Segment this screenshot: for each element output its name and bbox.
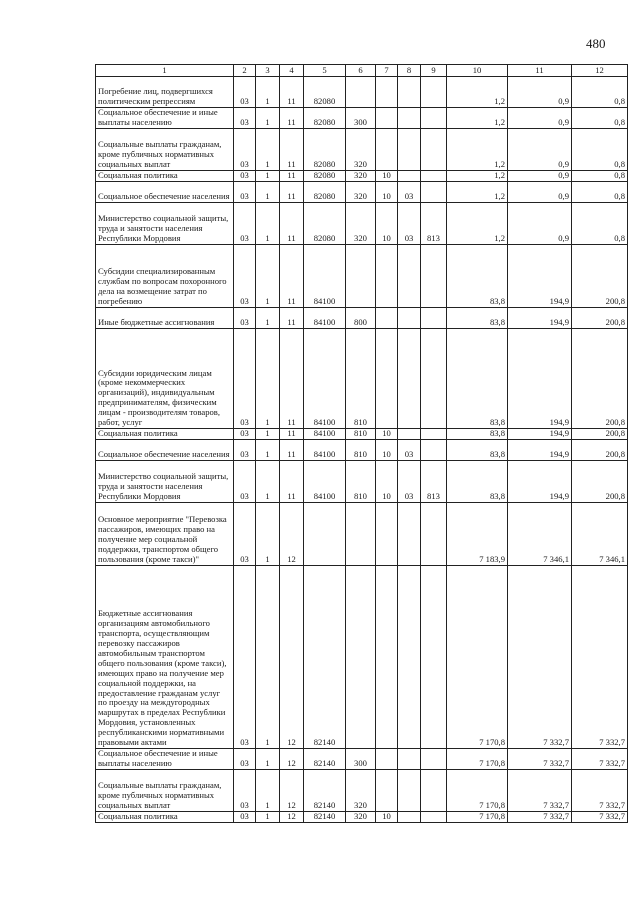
cell-code-8: 03 [398, 182, 421, 203]
cell-code-6 [346, 245, 376, 308]
cell-name: Погребение лиц, подвергшихся политическим репрессиям [96, 77, 234, 108]
cell-code-6: 810 [346, 429, 376, 440]
cell-code-4: 11 [280, 203, 304, 245]
page-number: 480 [586, 36, 606, 51]
cell-amount-2017: 0,9 [508, 203, 572, 245]
cell-code-7: 10 [376, 812, 398, 823]
cell-code-8 [398, 245, 421, 308]
cell-code-9 [421, 77, 447, 108]
cell-code-6 [346, 503, 376, 566]
cell-name: Социальное обеспечение населения [96, 182, 234, 203]
cell-name: Субсидии юридическим лицам (кроме некоммерческих организаций), индивидуальным предпринимателям, физическим лицам - производителям товаров, работ, услуг [96, 329, 234, 429]
cell-code-6: 320 [346, 770, 376, 812]
cell-code-9 [421, 440, 447, 461]
cell-code-4: 11 [280, 108, 304, 129]
cell-code-7 [376, 770, 398, 812]
cell-code-8 [398, 329, 421, 429]
table-row [96, 77, 628, 108]
cell-code-4: 11 [280, 77, 304, 108]
cell-code-9 [421, 329, 447, 429]
cell-name: Социальная политика [96, 171, 234, 182]
cell-name: Социальные выплаты гражданам, кроме публичных нормативных социальных выплат [96, 770, 234, 812]
column-header: 11 [508, 65, 572, 77]
table-row [96, 329, 628, 429]
cell-code-3: 1 [256, 461, 280, 503]
cell-code-4: 12 [280, 566, 304, 749]
cell-code-8 [398, 770, 421, 812]
cell-code-8 [398, 812, 421, 823]
cell-code-3: 1 [256, 812, 280, 823]
cell-code-5: 84100 [304, 440, 346, 461]
cell-code-9 [421, 245, 447, 308]
cell-code-4: 11 [280, 329, 304, 429]
cell-amount-2016: 83,8 [447, 440, 508, 461]
cell-code-2: 03 [234, 171, 256, 182]
cell-code-7 [376, 77, 398, 108]
cell-code-3: 1 [256, 503, 280, 566]
cell-code-2: 03 [234, 503, 256, 566]
cell-code-3: 1 [256, 245, 280, 308]
header-row [96, 65, 628, 77]
cell-code-7 [376, 566, 398, 749]
cell-code-7: 10 [376, 461, 398, 503]
cell-code-8: 03 [398, 203, 421, 245]
cell-code-9 [421, 812, 447, 823]
column-header: 4 [280, 65, 304, 77]
cell-code-7 [376, 129, 398, 171]
cell-code-5: 84100 [304, 461, 346, 503]
cell-amount-2016: 7 183,9 [447, 503, 508, 566]
cell-code-2: 03 [234, 129, 256, 171]
cell-code-2: 03 [234, 440, 256, 461]
table-row [96, 245, 628, 308]
cell-code-8 [398, 171, 421, 182]
cell-amount-2017: 7 346,1 [508, 503, 572, 566]
cell-amount-2016: 83,8 [447, 429, 508, 440]
cell-code-2: 03 [234, 812, 256, 823]
cell-amount-2018: 200,8 [572, 461, 628, 503]
cell-amount-2017: 194,9 [508, 329, 572, 429]
cell-name: Социальное обеспечение и иные выплаты населению [96, 749, 234, 770]
cell-code-4: 12 [280, 749, 304, 770]
cell-amount-2017: 0,9 [508, 108, 572, 129]
cell-code-2: 03 [234, 77, 256, 108]
cell-code-3: 1 [256, 429, 280, 440]
cell-amount-2018: 0,8 [572, 171, 628, 182]
cell-code-8 [398, 308, 421, 329]
cell-code-5: 82140 [304, 770, 346, 812]
cell-code-5: 84100 [304, 245, 346, 308]
cell-code-5 [304, 503, 346, 566]
cell-code-5: 84100 [304, 329, 346, 429]
cell-amount-2018: 0,8 [572, 129, 628, 171]
table-row [96, 171, 628, 182]
cell-amount-2018: 7 332,7 [572, 812, 628, 823]
cell-code-7 [376, 108, 398, 129]
cell-code-7: 10 [376, 171, 398, 182]
cell-code-6: 320 [346, 812, 376, 823]
cell-code-3: 1 [256, 203, 280, 245]
cell-code-9 [421, 129, 447, 171]
cell-code-3: 1 [256, 77, 280, 108]
cell-amount-2017: 0,9 [508, 171, 572, 182]
cell-code-8 [398, 566, 421, 749]
budget-table [95, 64, 628, 823]
cell-code-6: 810 [346, 440, 376, 461]
cell-code-9: 813 [421, 203, 447, 245]
cell-amount-2018: 200,8 [572, 429, 628, 440]
cell-code-2: 03 [234, 108, 256, 129]
table-row [96, 770, 628, 812]
cell-name: Министерство социальной защиты, труда и занятости населения Республики Мордовия [96, 203, 234, 245]
cell-amount-2017: 194,9 [508, 461, 572, 503]
column-header: 9 [421, 65, 447, 77]
column-header: 2 [234, 65, 256, 77]
cell-code-3: 1 [256, 329, 280, 429]
cell-name: Социальные выплаты гражданам, кроме публичных нормативных социальных выплат [96, 129, 234, 171]
cell-amount-2018: 200,8 [572, 440, 628, 461]
cell-amount-2017: 7 332,7 [508, 749, 572, 770]
cell-code-5: 84100 [304, 429, 346, 440]
cell-code-2: 03 [234, 203, 256, 245]
cell-code-5: 82080 [304, 77, 346, 108]
cell-code-2: 03 [234, 329, 256, 429]
cell-amount-2016: 7 170,8 [447, 566, 508, 749]
cell-amount-2016: 7 170,8 [447, 749, 508, 770]
cell-amount-2016: 1,2 [447, 108, 508, 129]
cell-code-9 [421, 182, 447, 203]
cell-code-4: 11 [280, 129, 304, 171]
cell-amount-2016: 7 170,8 [447, 770, 508, 812]
table-row [96, 129, 628, 171]
cell-code-4: 12 [280, 812, 304, 823]
cell-code-4: 11 [280, 182, 304, 203]
cell-code-8 [398, 749, 421, 770]
cell-code-3: 1 [256, 566, 280, 749]
cell-code-4: 11 [280, 308, 304, 329]
cell-code-7 [376, 245, 398, 308]
cell-code-6: 300 [346, 749, 376, 770]
cell-code-3: 1 [256, 749, 280, 770]
cell-code-9 [421, 503, 447, 566]
cell-code-7 [376, 749, 398, 770]
cell-amount-2018: 200,8 [572, 245, 628, 308]
cell-code-7: 10 [376, 440, 398, 461]
cell-code-4: 11 [280, 440, 304, 461]
cell-amount-2016: 7 170,8 [447, 812, 508, 823]
cell-amount-2018: 200,8 [572, 308, 628, 329]
cell-code-7 [376, 308, 398, 329]
cell-amount-2017: 7 332,7 [508, 566, 572, 749]
cell-code-8 [398, 108, 421, 129]
column-header: 1 [96, 65, 234, 77]
column-header: 7 [376, 65, 398, 77]
cell-code-2: 03 [234, 245, 256, 308]
cell-code-3: 1 [256, 770, 280, 812]
table-row [96, 566, 628, 749]
cell-code-9 [421, 308, 447, 329]
cell-code-9 [421, 566, 447, 749]
cell-code-2: 03 [234, 308, 256, 329]
cell-code-7: 10 [376, 429, 398, 440]
cell-code-6: 810 [346, 329, 376, 429]
cell-amount-2018: 0,8 [572, 108, 628, 129]
cell-name: Социальное обеспечение и иные выплаты населению [96, 108, 234, 129]
cell-code-9 [421, 108, 447, 129]
cell-code-5: 82080 [304, 108, 346, 129]
table-row [96, 429, 628, 440]
cell-code-7 [376, 503, 398, 566]
cell-amount-2016: 83,8 [447, 245, 508, 308]
cell-code-8 [398, 429, 421, 440]
column-header: 5 [304, 65, 346, 77]
cell-amount-2018: 200,8 [572, 329, 628, 429]
cell-amount-2017: 194,9 [508, 429, 572, 440]
table-row [96, 812, 628, 823]
table-row [96, 440, 628, 461]
cell-amount-2016: 1,2 [447, 77, 508, 108]
cell-code-5: 82080 [304, 182, 346, 203]
cell-code-5: 82140 [304, 812, 346, 823]
cell-code-4: 11 [280, 245, 304, 308]
cell-code-2: 03 [234, 566, 256, 749]
cell-code-9 [421, 770, 447, 812]
cell-amount-2018: 7 332,7 [572, 770, 628, 812]
table-row [96, 203, 628, 245]
cell-code-7 [376, 329, 398, 429]
cell-name: Иные бюджетные ассигнования [96, 308, 234, 329]
cell-code-8 [398, 503, 421, 566]
cell-amount-2017: 0,9 [508, 77, 572, 108]
cell-amount-2018: 0,8 [572, 182, 628, 203]
cell-code-8: 03 [398, 440, 421, 461]
table-row [96, 308, 628, 329]
cell-amount-2017: 194,9 [508, 308, 572, 329]
cell-amount-2018: 0,8 [572, 203, 628, 245]
cell-name: Социальная политика [96, 429, 234, 440]
cell-amount-2018: 7 346,1 [572, 503, 628, 566]
cell-code-5: 82080 [304, 129, 346, 171]
cell-code-2: 03 [234, 770, 256, 812]
cell-code-5: 82080 [304, 171, 346, 182]
cell-amount-2016: 83,8 [447, 461, 508, 503]
cell-name: Министерство социальной защиты, труда и занятости населения Республики Мордовия [96, 461, 234, 503]
cell-code-2: 03 [234, 749, 256, 770]
cell-code-3: 1 [256, 440, 280, 461]
cell-code-9 [421, 749, 447, 770]
cell-amount-2017: 7 332,7 [508, 812, 572, 823]
cell-code-5: 82140 [304, 566, 346, 749]
column-header: 6 [346, 65, 376, 77]
cell-code-3: 1 [256, 108, 280, 129]
cell-code-6: 300 [346, 108, 376, 129]
cell-name: Социальная политика [96, 812, 234, 823]
cell-amount-2016: 1,2 [447, 182, 508, 203]
table-row [96, 503, 628, 566]
cell-code-9: 813 [421, 461, 447, 503]
cell-amount-2018: 7 332,7 [572, 749, 628, 770]
cell-code-3: 1 [256, 171, 280, 182]
cell-code-6: 810 [346, 461, 376, 503]
cell-code-8: 03 [398, 461, 421, 503]
cell-code-2: 03 [234, 182, 256, 203]
table-row [96, 182, 628, 203]
column-header: 3 [256, 65, 280, 77]
column-header: 12 [572, 65, 628, 77]
cell-amount-2017: 194,9 [508, 440, 572, 461]
cell-code-2: 03 [234, 461, 256, 503]
table-body [96, 77, 628, 823]
cell-amount-2017: 194,9 [508, 245, 572, 308]
cell-code-7: 10 [376, 203, 398, 245]
column-header: 10 [447, 65, 508, 77]
cell-amount-2017: 0,9 [508, 182, 572, 203]
cell-amount-2016: 83,8 [447, 308, 508, 329]
cell-name: Основное мероприятие "Перевозка пассажиров, имеющих право на получение мер социальной поддержки, транспортом общего пользования (кроме такси)" [96, 503, 234, 566]
cell-amount-2017: 7 332,7 [508, 770, 572, 812]
table-row [96, 108, 628, 129]
cell-amount-2016: 83,8 [447, 329, 508, 429]
cell-name: Социальное обеспечение населения [96, 440, 234, 461]
cell-code-3: 1 [256, 308, 280, 329]
cell-code-6: 320 [346, 203, 376, 245]
cell-amount-2018: 7 332,7 [572, 566, 628, 749]
cell-code-2: 03 [234, 429, 256, 440]
cell-code-6 [346, 77, 376, 108]
cell-code-6 [346, 566, 376, 749]
cell-amount-2016: 1,2 [447, 203, 508, 245]
cell-code-6: 320 [346, 171, 376, 182]
cell-code-9 [421, 429, 447, 440]
cell-code-4: 12 [280, 503, 304, 566]
cell-code-3: 1 [256, 129, 280, 171]
cell-code-6: 320 [346, 129, 376, 171]
column-header: 8 [398, 65, 421, 77]
cell-code-5: 82140 [304, 749, 346, 770]
cell-amount-2018: 0,8 [572, 77, 628, 108]
cell-code-9 [421, 171, 447, 182]
cell-code-3: 1 [256, 182, 280, 203]
cell-name: Субсидии специализированным службам по вопросам похоронного дела на возмещение затрат по погребению [96, 245, 234, 308]
cell-amount-2017: 0,9 [508, 129, 572, 171]
cell-code-4: 11 [280, 429, 304, 440]
cell-amount-2016: 1,2 [447, 171, 508, 182]
cell-code-6: 320 [346, 182, 376, 203]
cell-amount-2016: 1,2 [447, 129, 508, 171]
cell-code-8 [398, 129, 421, 171]
cell-code-4: 11 [280, 461, 304, 503]
cell-code-7: 10 [376, 182, 398, 203]
cell-name: Бюджетные ассигнования организациям автомобильного транспорта, осуществляющим перевозку пассажиров автомобильным транспортом общего пользования (кроме такси), имеющих право на получение мер социальной поддержки, на предоставление гражданам услуг по проезду на междугородных маршрутах в пределах Республики Мордовия, установленных республиканскими нормативными правовыми актами [96, 566, 234, 749]
table-row [96, 749, 628, 770]
cell-code-4: 11 [280, 171, 304, 182]
cell-code-5: 84100 [304, 308, 346, 329]
cell-code-4: 12 [280, 770, 304, 812]
cell-code-8 [398, 77, 421, 108]
cell-code-6: 800 [346, 308, 376, 329]
cell-code-5: 82080 [304, 203, 346, 245]
table-row [96, 461, 628, 503]
